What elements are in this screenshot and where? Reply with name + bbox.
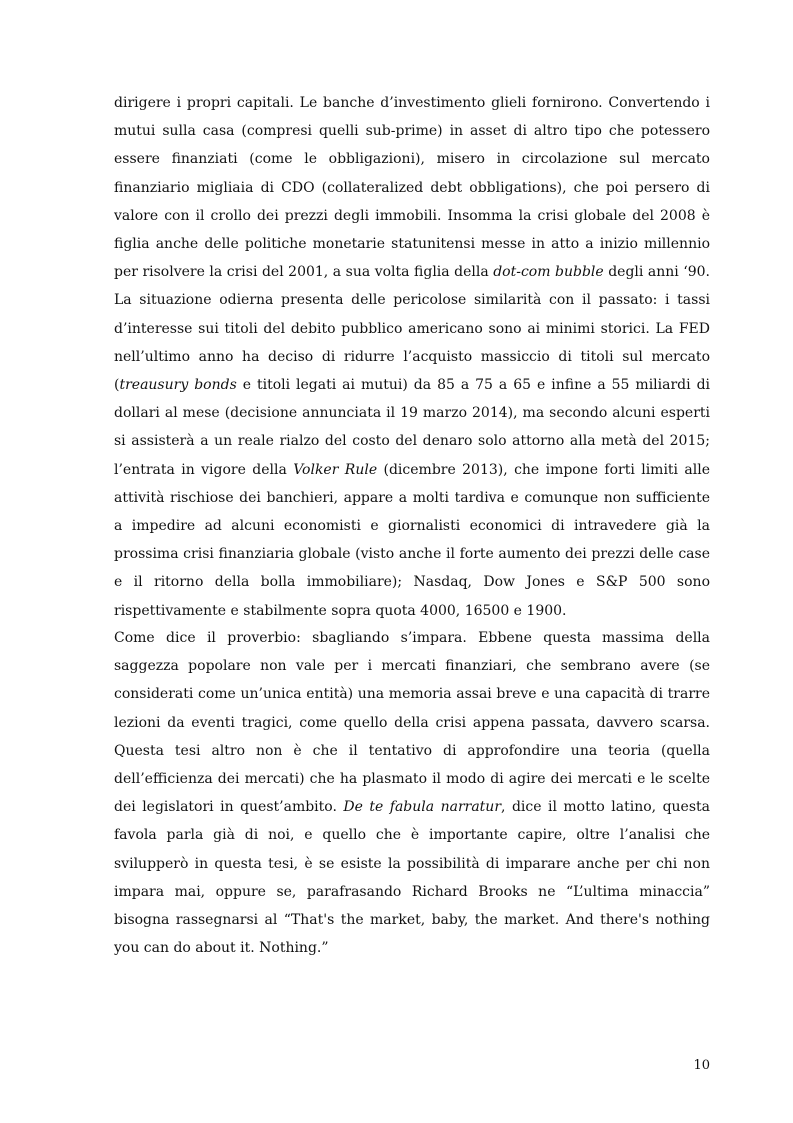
paragraph-text: , dice il motto latino, questa favola parla già di noi, e quello che è importante capire, oltre l’analisi che svilupperò in questa tesi, è se esiste la possibilità di imparare anche per chi non impara mai, oppure se, parafrasando Richard Brooks ne “L’ultima minaccia” bisogna rassegnarsi al “That's the market, baby, the market. And there's nothing you can do about it. Nothing.”	[114, 799, 710, 957]
body-paragraph-1	[114, 89, 710, 625]
italic-term-treasury-bonds: treausury bonds	[119, 377, 237, 394]
paragraph-text: (dicembre 2013), che impone forti limiti alle attività rischiose dei banchieri, appare a molti tardiva e comunque non sufficiente a impedire ad alcuni economisti e giornalisti economici di intravedere già la prossima crisi finanziaria globale (visto anche il forte aumento dei prezzi delle case e il ritorno della bolla immobiliare); Nasdaq, Dow Jones e S&P 500 sono rispettivamente e stabilmente sopra quota 4000, 16500 e 1900.	[114, 461, 711, 619]
italic-term-dot-com-bubble: dot-com bubble	[493, 264, 604, 281]
italic-term-volker-rule: Volker Rule	[293, 461, 378, 478]
paragraph-text: dirigere i propri capitali. Le banche d’investimento glieli fornirono. Convertendo i mutui sulla casa (compresi quelli sub-prime) in asset di altro tipo che potessero essere finanziati (come le obbligazioni), misero in circolazione sul mercato finanziario migliaia di CDO (collateralized debt obbligations), che poi persero di valore con il crollo dei prezzi degli immobili. Insomma la crisi globale del 2008 è figlia anche delle politiche monetarie statunitensi messe in atto a inizio millennio per risolvere la crisi del 2001, a sua volta figlia della	[114, 95, 710, 281]
page-number: 10	[693, 1058, 710, 1073]
italic-latin-motto: De te fabula narratur	[343, 799, 502, 816]
paragraph-text: degli anni ‘90. La situazione odierna presenta delle pericolose similarità con il passato: i tassi d’interesse sui titoli del debito pubblico americano sono ai minimi storici. La FED nell’ultimo anno ha deciso di ridurre l’acquisto massiccio di titoli sul mercato (	[114, 264, 710, 394]
body-paragraph-2	[114, 624, 710, 962]
paragraph-text: e titoli legati ai mutui) da 85 a 75 a 65 e infine a 55 miliardi di dollari al mese (decisione annunciata il 19 marzo 2014), ma secondo alcuni esperti si assisterà a un reale rialzo del costo del denaro solo attorno alla metà del 2015; l’entrata in vigore della	[114, 377, 711, 478]
paragraph-text: Come dice il proverbio: sbagliando s’impara. Ebbene questa massima della saggezza popolare non vale per i mercati finanziari, che sembrano avere (se considerati come un’unica entità) una memoria assai breve e una capacità di trarre lezioni da eventi tragici, come quello della crisi appena passata, davvero scarsa. Questa tesi altro non è che il tentativo di approfondire una teoria (quella dell’efficienza dei mercati) che ha plasmato il modo di agire dei mercati e le scelte dei legislatori in quest’ambito.	[114, 630, 710, 816]
